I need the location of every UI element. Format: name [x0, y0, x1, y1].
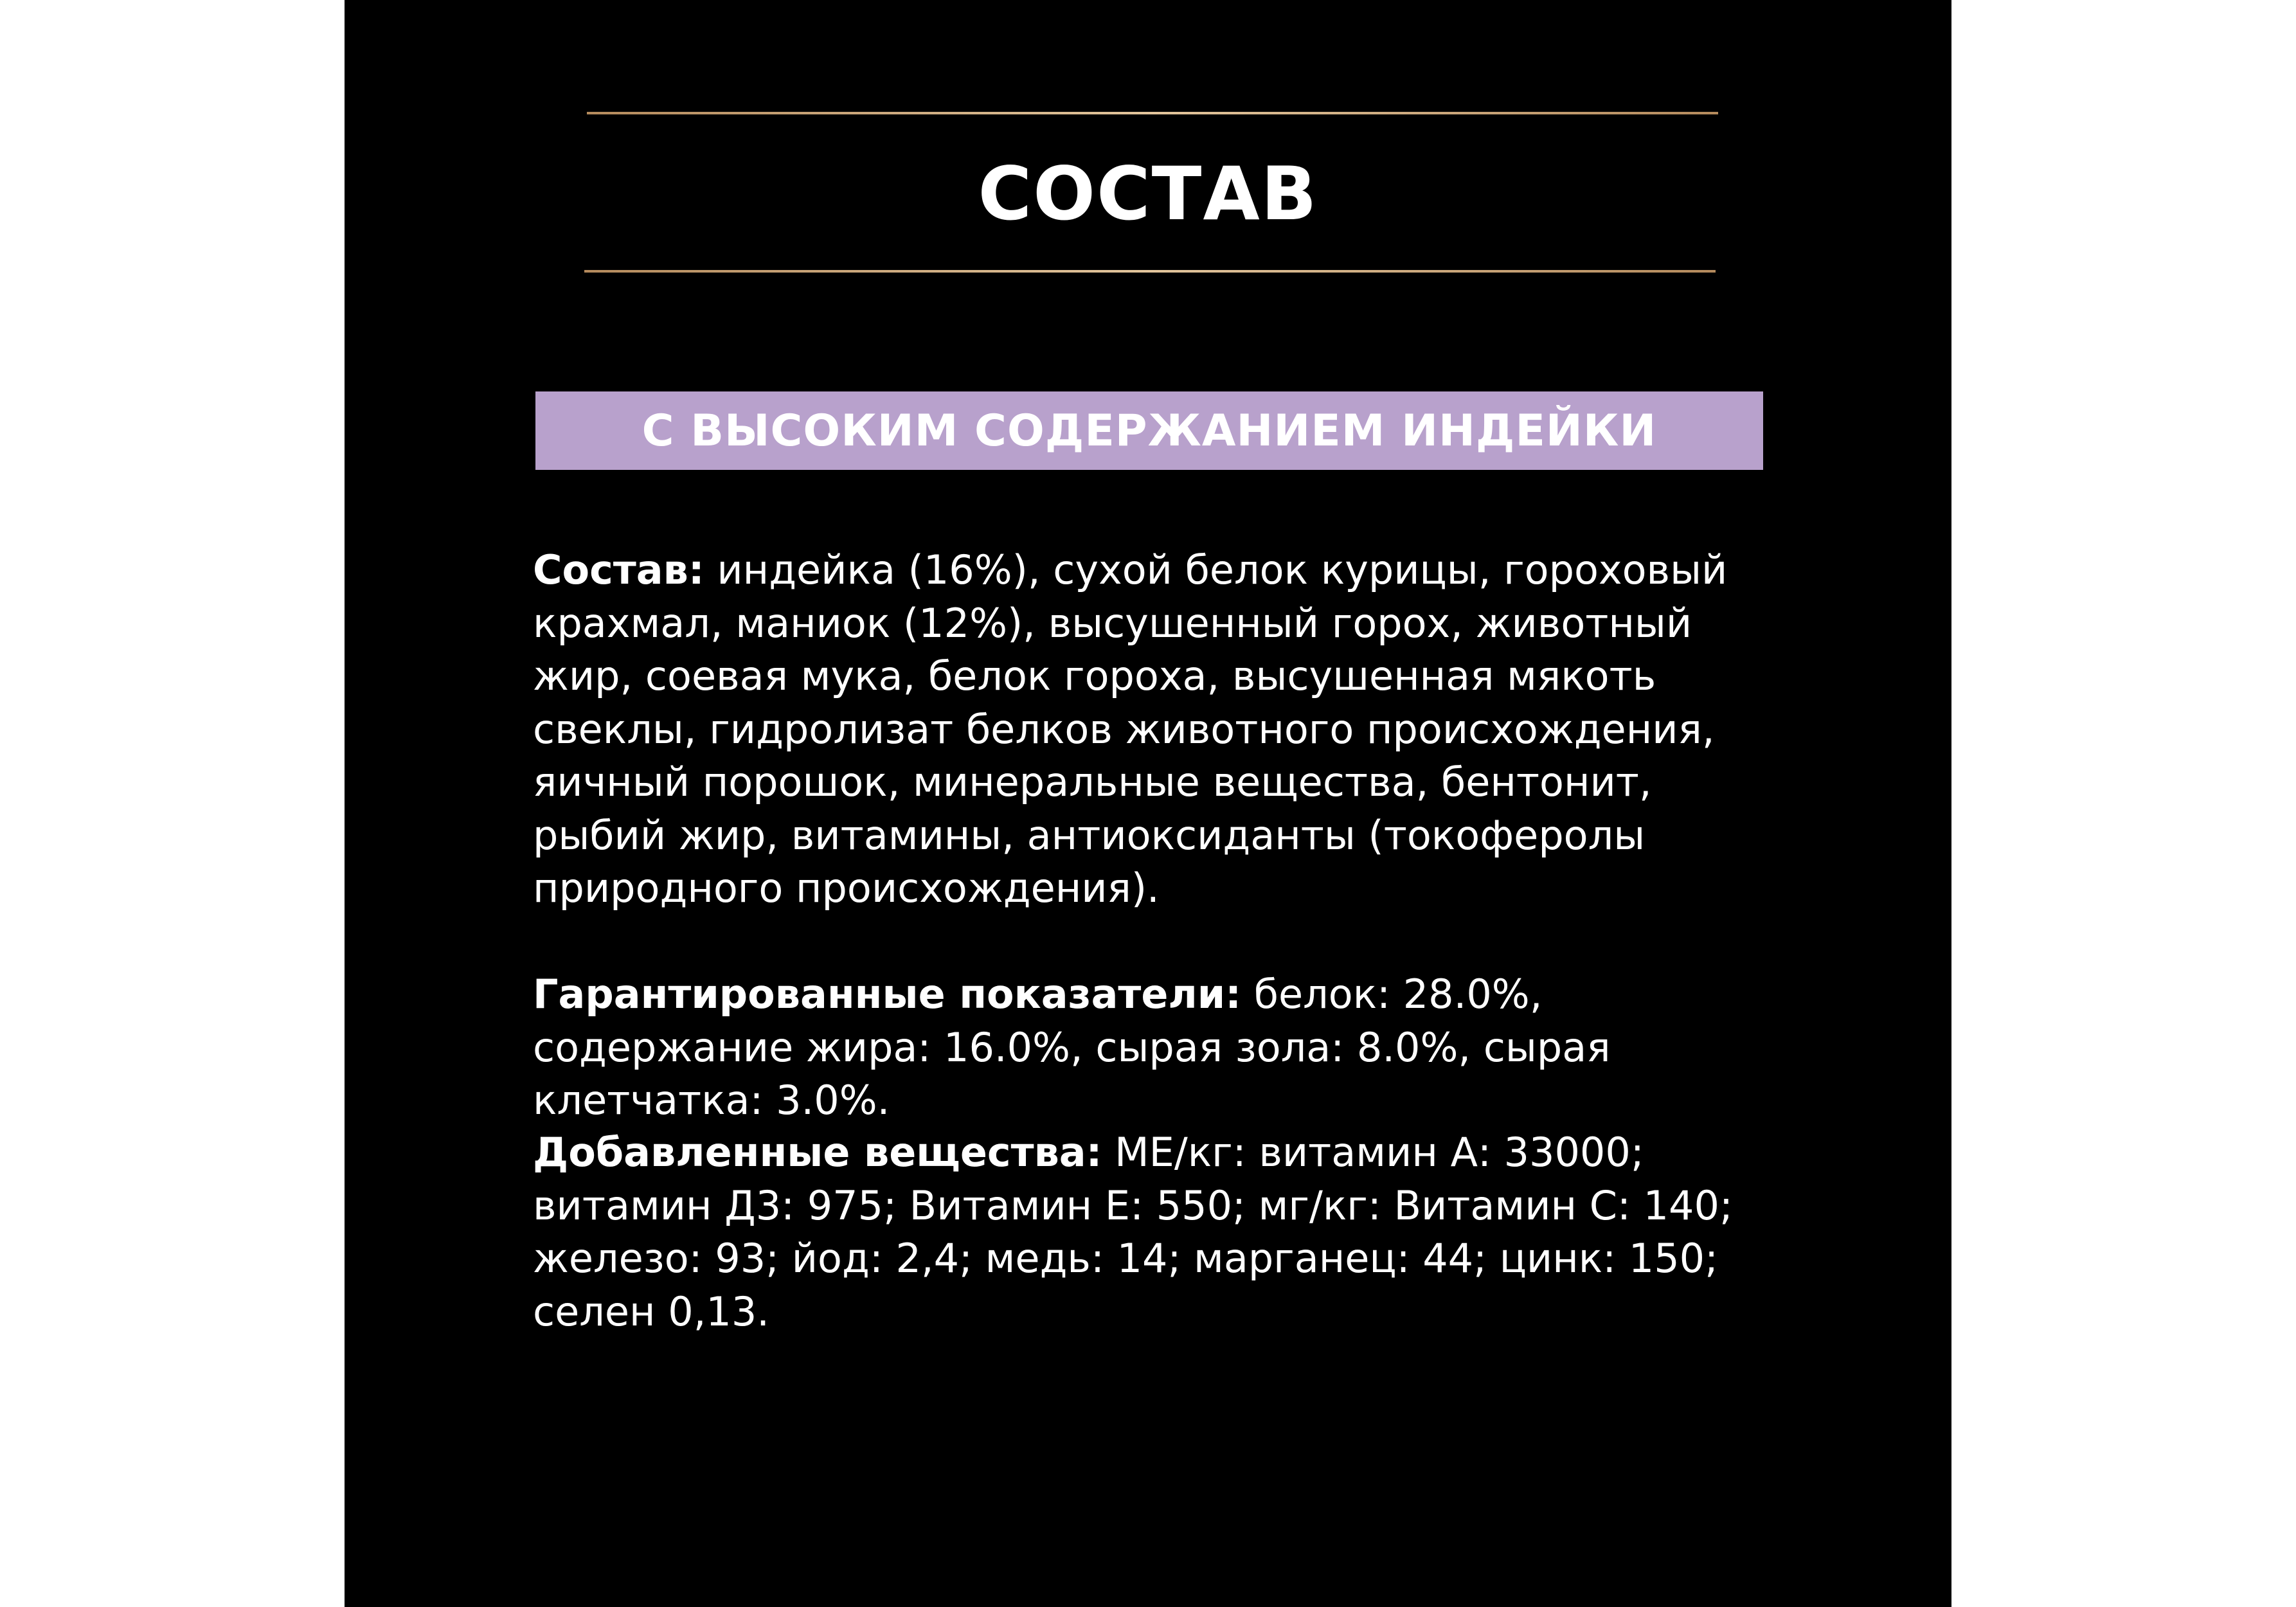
additives-paragraph [533, 1126, 1780, 1338]
composition-label: Состав: [533, 546, 704, 593]
guaranteed-paragraph [533, 968, 1780, 1127]
subtitle-banner [535, 391, 1763, 470]
guaranteed-label: Гарантированные показатели: [533, 971, 1242, 1018]
top-divider [587, 112, 1718, 114]
content-panel [345, 0, 1951, 1607]
additives-label: Добавленные вещества: [533, 1129, 1102, 1176]
page-title: СОСТАВ [978, 151, 1318, 237]
subtitle-text: С ВЫСОКИМ СОДЕРЖАНИЕМ ИНДЕЙКИ [641, 405, 1657, 456]
composition-paragraph [533, 544, 1780, 915]
composition-text: индейка (16%), сухой белок курицы, гороховый крахмал, маниок (12%), высушенный горох, животный жир, соевая мука, белок гороха, высушенная мякоть свеклы, гидролизат белков животного происхождения, яичный порошок, минеральные вещества, бентонит, рыбий жир, витамины, антиоксиданты (токоферолы природного происхождения). [533, 546, 1728, 911]
bottom-divider [584, 270, 1716, 273]
guaranteed-text: белок: 28.0%, содержание жира: 16.0%, сырая зола: 8.0%, сырая клетчатка: 3.0%. [533, 971, 1611, 1124]
additives-text: МЕ/кг: витамин А: 33000; витамин Д3: 975; Витамин Е: 550; мг/кг: Витамин С: 140; железо: 93; йод: 2,4; медь: 14; марганец: 44; цинк: 150; селен 0,13. [533, 1129, 1733, 1335]
